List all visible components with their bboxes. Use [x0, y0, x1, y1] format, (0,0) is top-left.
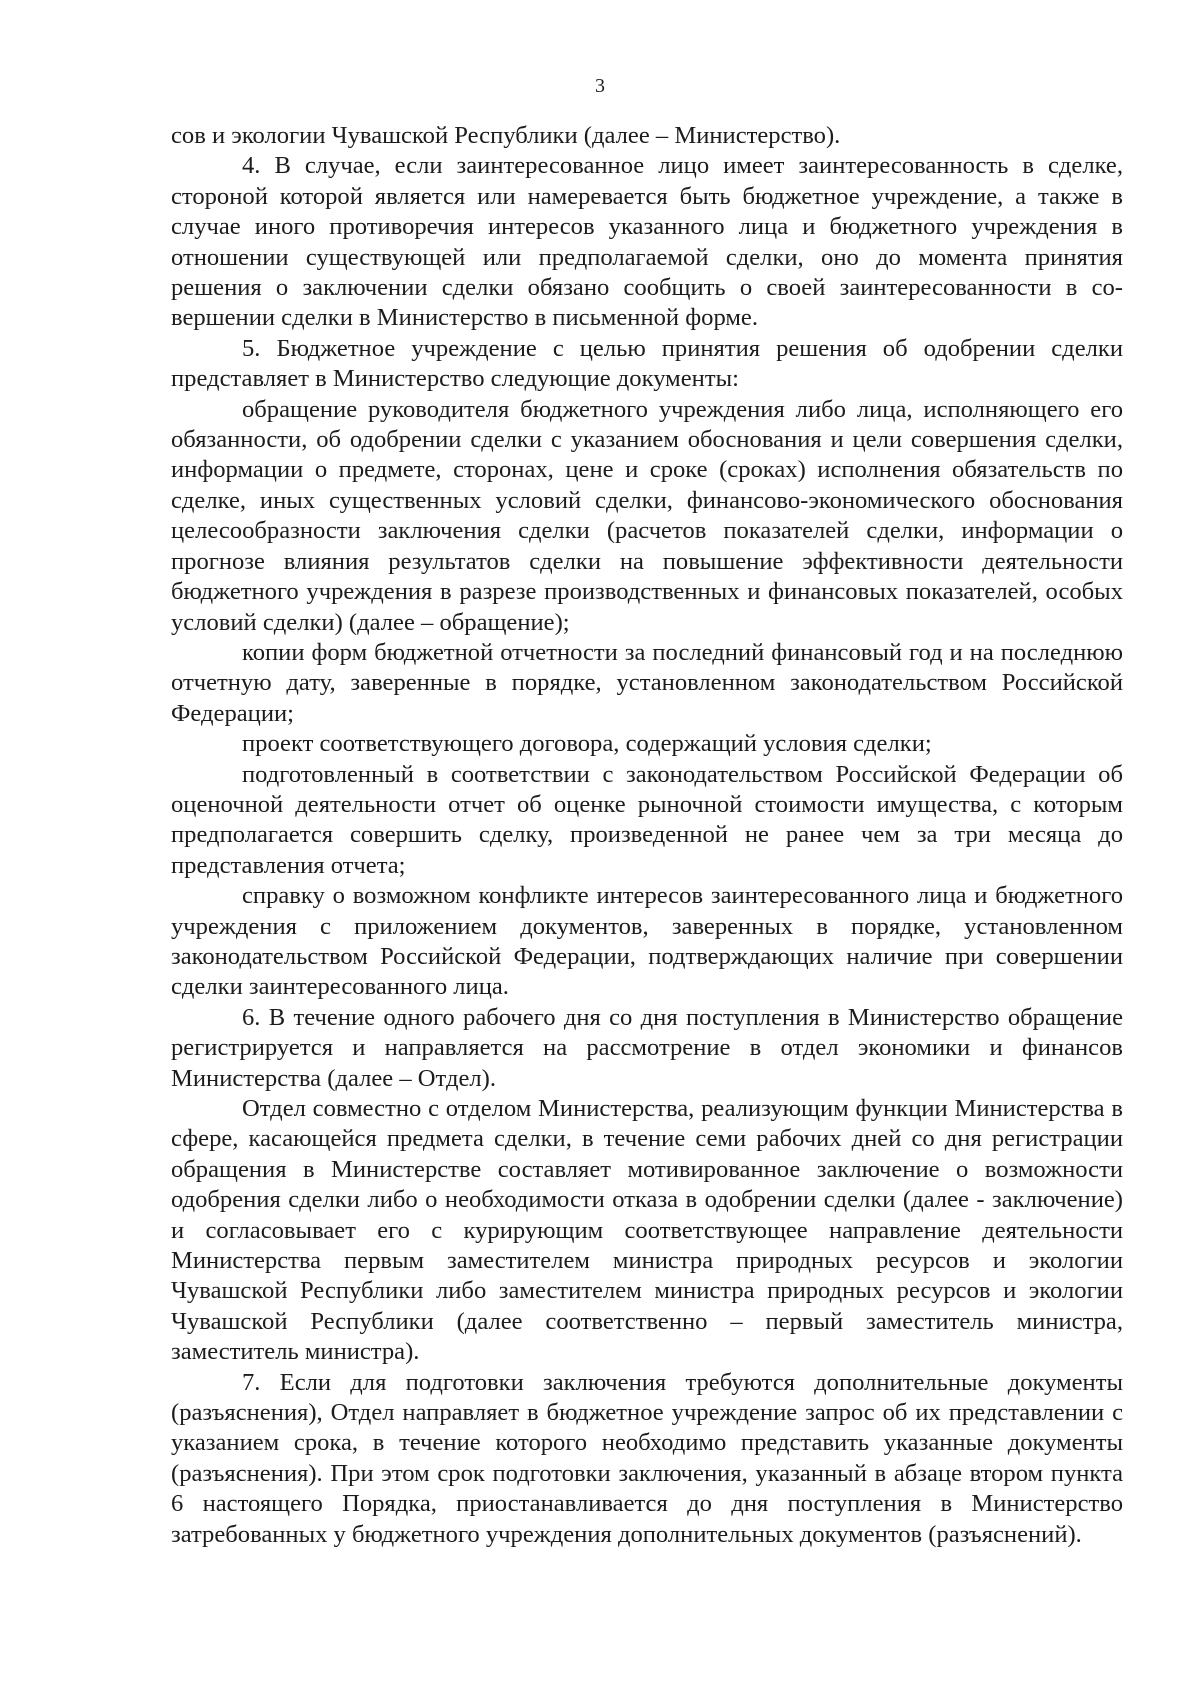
paragraph-item-7: 7. Если для подготовки заключения требуются дополнительные документы (разъяснения), Отдел направляет в бюджетное учреждение запрос об их представлении с указанием срока, в течение которого необходимо представить указанные документы (разъяснения). При этом срок подготовки заключения, указанный в абзаце втором пункта 6 настоящего Порядка, приостанавливается до дня поступления в Министерство затребованных у бюджетного учреждения дополнительных документов (разъяснений).	[171, 1368, 1123, 1548]
paragraph-item-6: 6. В течение одного рабочего дня со дня поступления в Министерство обращение регистрируется и направляется на рассмотрение в отдел экономики и финансов Министерства (далее – Отдел).	[171, 1003, 1123, 1092]
page-number: 3	[595, 75, 605, 97]
paragraph-contract-draft: проект соответствующего договора, содержащий условия сделки;	[242, 730, 932, 758]
paragraph-department-conclusion: Отдел совместно с отделом Министерства, реализующим функции Министерства в сфере, касающейся предмета сделки, в течение семи рабочих дней со дня регистрации обращения в Министерстве составляет мотивированное заключение о возможности одобрения сделки либо о необходимости отказа в одобрении сделки (далее - заключение) и согласовывает его с курирующим соответствующее направление деятельности Министерства первым заместителем министра природных ресурсов и экологии Чувашской Республики либо заместителем министра природных ресурсов и экологии Чувашской Республики (далее соответственно – первый заместитель министра, заместитель министра).	[171, 1095, 1123, 1366]
paragraph-request-document: обращение руководителя бюджетного учреждения либо лица, исполняющего его обязанности, об одобрении сделки с указанием обоснования и цели совершения сделки, информации о предмете, сторонах, цене и сроке (сроках) исполнения обязательств по сделке, иных существенных условий сделки, финансово-экономического обоснования целесообразности заключения сделки (расчетов показателей сделки, информации о прогнозе влияния результатов сделки на повышение эффективности деятельности бюджетного учреждения в разрезе производственных и финансовых показателей, особых условий сделки) (далее – обращение);	[171, 395, 1123, 636]
paragraph-item-5: 5. Бюджетное учреждение с целью принятия решения об одобрении сделки представляет в Министерство следующие документы:	[171, 334, 1123, 393]
paragraph-conflict-certificate: справку о возможном конфликте интересов заинтересованного лица и бюджетного учреждения с приложением документов, заверенных в порядке, установленном законодательством Российской Федерации, подтверждающих наличие при совершении сделки заинтересованного лица.	[171, 882, 1123, 1001]
paragraph-valuation-report: подготовленный в соответствии с законодательством Российской Федерации об оценочной деятельности отчет об оценке рыночной стоимости имущества, с которым предполагается совершить сделку, произведенной не ранее чем за три месяца до представления отчета;	[171, 760, 1123, 879]
document-body	[171, 121, 1123, 1550]
paragraph-reporting-forms: копии форм бюджетной отчетности за последний финансовый год и на последнюю отчетную дату, заверенные в порядке, установленном законодательством Российской Федерации;	[171, 638, 1123, 727]
paragraph-continuation: сов и экологии Чувашской Республики (далее – Министерство).	[171, 122, 841, 149]
paragraph-item-4: 4. В случае, если заинтересованное лицо имеет заинтересованность в сделке, стороной которой является или намеревается быть бюджетное учреждение, а также в случае иного противоречия интересов указанного лица и бюджетного учреждения в отношении существующей или предполагаемой сделки, оно до момента принятия решения о заключении сделки обязано сообщить о своей заинтересованности в совершении сделки в Министерство в письменной форме.	[171, 152, 1123, 332]
